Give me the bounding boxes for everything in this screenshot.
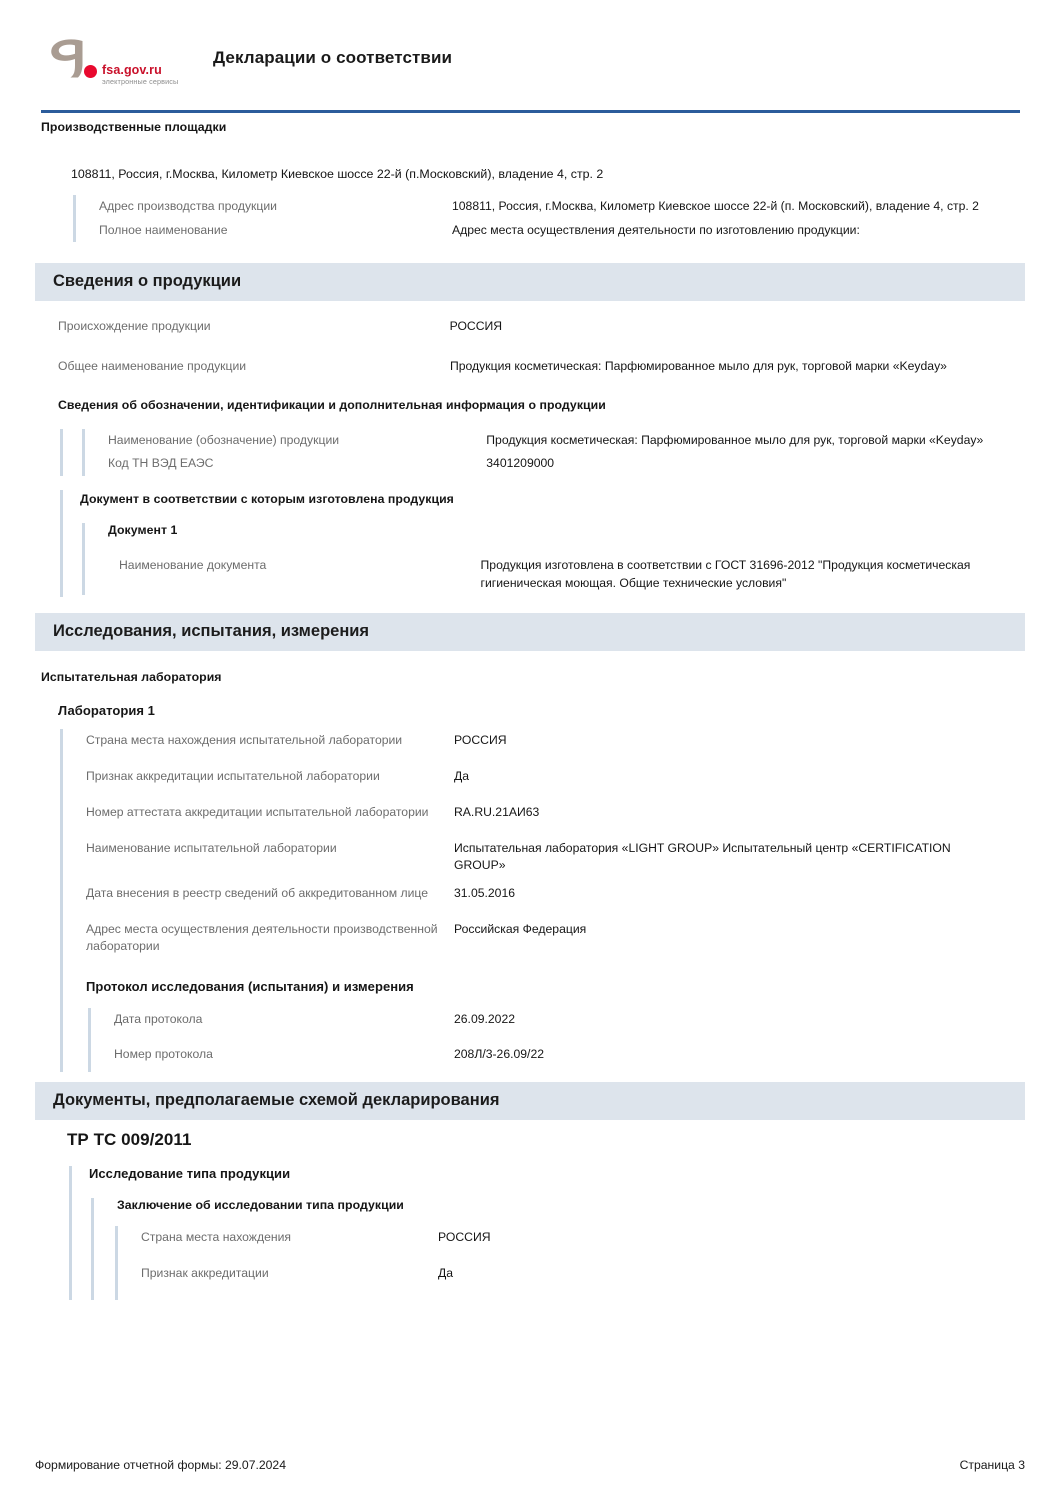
document-footer <box>35 1458 1025 1472</box>
row-label: Номер протокола <box>114 1046 213 1061</box>
row-value: РОССИЯ <box>449 319 503 334</box>
row-label: Наименование документа <box>119 558 267 573</box>
manufacturing-sites-heading: Производственные площадки <box>41 120 227 134</box>
testing-lab-section-heading: Испытательная лаборатория <box>41 670 222 685</box>
logo-tagline-text: электронные сервисы <box>102 77 179 86</box>
identification-outer-rail <box>58 429 1019 476</box>
logo-domain-text: fsa.gov.ru <box>102 63 162 77</box>
row-value: 208Л/3-26.09/22 <box>454 1046 544 1061</box>
row-label: Признак аккредитации испытательной лаборатории <box>86 769 380 784</box>
lab-1-title: Лаборатория 1 <box>58 703 155 719</box>
row-label: Дата внесения в реестр сведений об аккредитованном лице <box>86 885 429 900</box>
row-label: Страна места нахождения испытательной лаборатории <box>86 733 403 748</box>
logo-red-dot-icon <box>84 65 97 78</box>
table-row <box>86 801 1019 825</box>
row-value: Адрес места осуществления деятельности по изготовлению продукции: <box>452 222 860 237</box>
table-row <box>86 729 1019 753</box>
table-row <box>114 1008 1019 1032</box>
row-label: Адрес места осуществления деятельности производственной лаборатории <box>86 921 438 954</box>
identification-inner-rail <box>80 429 1019 476</box>
page-title: Декларации о соответствии <box>213 48 453 67</box>
table-row <box>108 452 1019 476</box>
row-value: RA.RU.21АИ63 <box>454 804 540 819</box>
document-1-title: Документ 1 <box>108 523 178 538</box>
conclusion-details <box>113 1226 1019 1299</box>
row-value: РОССИЯ <box>454 733 507 748</box>
type-study-outer <box>67 1166 1019 1299</box>
row-label: Код ТН ВЭД ЕАЭС <box>108 456 214 471</box>
row-value: Продукция косметическая: Парфюмированное мыло для рук, торговой марки «Keyday» <box>486 432 984 447</box>
row-label: Дата протокола <box>114 1011 203 1026</box>
row-label: Номер аттестата аккредитации испытательной лаборатории <box>86 804 429 819</box>
table-row <box>141 1262 1019 1286</box>
protocol-heading: Протокол исследования (испытания) и измерения <box>86 978 414 994</box>
table-row <box>58 315 1019 339</box>
row-value: 26.09.2022 <box>454 1011 515 1026</box>
row-value: 3401209000 <box>486 456 555 471</box>
manufacture-document-heading: Документ в соответствии с которым изготовлена продукция <box>80 492 454 507</box>
lab-1-details <box>58 729 1019 1072</box>
footer-page-number: Страница 3 <box>959 1458 1025 1472</box>
table-row <box>99 195 1019 219</box>
table-row <box>99 219 1019 243</box>
protocol-details <box>86 1008 1019 1072</box>
row-value: 108811, Россия, г.Москва, Километр Киевское шоссе 22-й (п. Московский), владение 4, стр. 2 <box>452 198 979 213</box>
row-label: Адрес производства продукции <box>99 198 277 213</box>
row-label: Страна места нахождения <box>141 1230 291 1245</box>
product-info-rows <box>41 315 1019 378</box>
document-body <box>0 108 1060 1300</box>
conclusion-heading: Заключение об исследовании типа продукции <box>117 1198 404 1213</box>
section-band-research: Исследования, испытания, измерения <box>35 613 1025 651</box>
table-row <box>108 429 1019 453</box>
row-label: Полное наименование <box>99 222 228 237</box>
row-label: Наименование испытательной лаборатории <box>86 840 337 855</box>
conclusion-block <box>89 1198 1019 1299</box>
fsa-logo <box>48 36 198 88</box>
row-value: Испытательная лаборатория «LIGHT GROUP» Испытательный центр «CERTIFICATION GROUP» <box>454 840 951 873</box>
table-row <box>58 355 1019 379</box>
manufacturing-site-details <box>71 195 1019 242</box>
row-value: Продукция косметическая: Парфюмированное мыло для рук, торговой марки «Keyday» <box>450 359 947 374</box>
row-value: Продукция изготовлена в соответствии с ГОСТ 31696-2012 "Продукция косметическая гигиеническая моющая. Общие технические условия" <box>480 558 971 590</box>
table-row <box>86 765 1019 789</box>
footer-generated-date: Формирование отчетной формы: 29.07.2024 <box>35 1458 286 1472</box>
row-value: РОССИЯ <box>438 1230 491 1245</box>
table-row <box>86 918 1019 959</box>
type-study-heading: Исследование типа продукции <box>89 1166 291 1182</box>
row-value: Да <box>454 769 470 784</box>
manufacturing-site-address: 108811, Россия, г.Москва, Километр Киевское шоссе 22-й (п.Московский), владение 4, стр. 2 <box>71 167 604 181</box>
document-header <box>0 0 1060 108</box>
row-label: Общее наименование продукции <box>58 359 247 374</box>
section-band-scheme-documents: Документы, предполагаемые схемой декларирования <box>35 1082 1025 1120</box>
row-label: Наименование (обозначение) продукции <box>108 432 340 447</box>
row-value: 31.05.2016 <box>454 885 515 900</box>
table-row <box>86 837 1019 878</box>
table-row <box>86 882 1019 906</box>
row-label: Признак аккредитации <box>141 1266 269 1281</box>
table-row <box>114 1043 1019 1067</box>
identification-heading: Сведения об обозначении, идентификации и дополнительная информация о продукции <box>58 397 606 412</box>
row-value: Российская Федерация <box>454 921 587 936</box>
table-row <box>108 554 1019 595</box>
regulation-title: ТР ТС 009/2011 <box>67 1130 192 1150</box>
table-row <box>141 1226 1019 1250</box>
row-value: Да <box>438 1266 454 1281</box>
section-band-product-info: Сведения о продукции <box>35 263 1025 301</box>
manufacture-document-block <box>58 490 1019 597</box>
document-1-block <box>80 523 1019 595</box>
row-label: Происхождение продукции <box>58 319 211 334</box>
